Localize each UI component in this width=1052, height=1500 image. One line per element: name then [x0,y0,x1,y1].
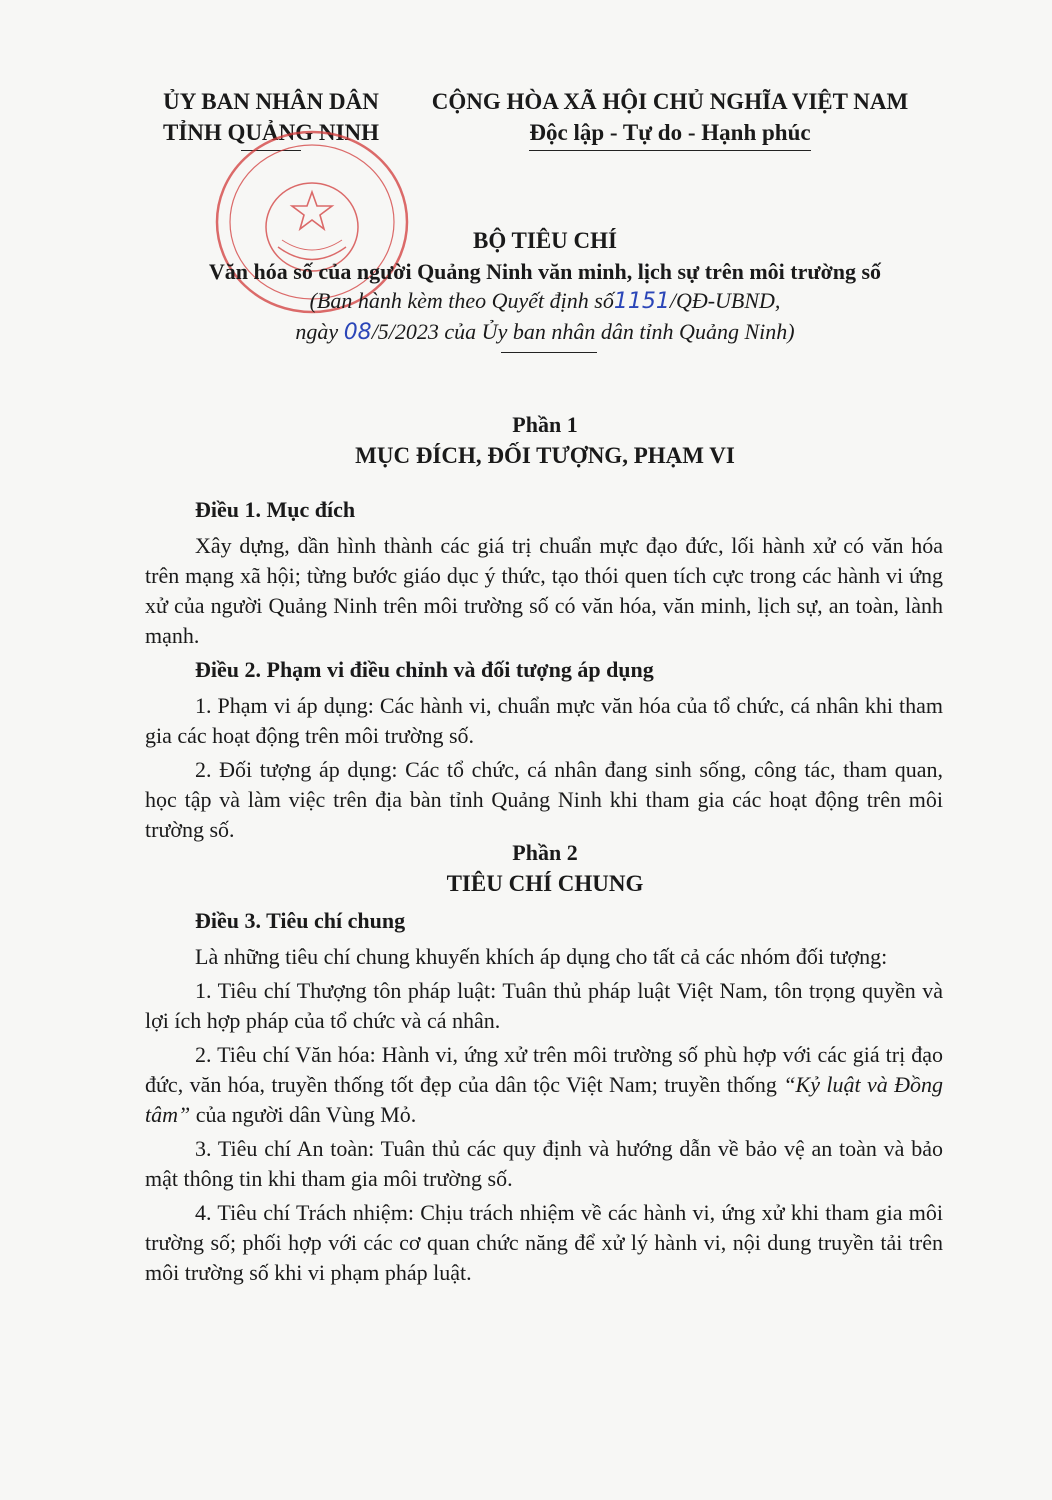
doc-subtitle: Văn hóa số của người Quảng Ninh văn minh, lịch sự trên môi trường số [208,259,882,284]
national-header [410,86,930,151]
criterion-safety: 3. Tiêu chí An toàn: Tuân thủ các quy định và hướng dẫn về bảo vệ an toàn và bảo mật thông tin khi tham gia môi trường số. [145,1136,943,1191]
article3-title: Điều 3. Tiêu chí chung [195,908,406,933]
motto: Độc lập - Tự do - Hạnh phúc [529,117,810,151]
article1-title: Điều 1. Mục đích [195,497,356,522]
part1-title: MỤC ĐÍCH, ĐỐI TƯỢNG, PHẠM VI [355,443,735,468]
criterion-culture: 2. Tiêu chí Văn hóa: Hành vi, ứng xử trên môi trường số phù hợp với các giá trị đạo đức, văn hóa, truyền thống tốt đẹp của dân tộc Việt Nam; truyền thống “Kỷ luật và Đồng tâm” của người dân Vùng Mỏ. [145,1042,943,1127]
criterion-culture-quote: “Kỷ luật và Đồng tâm” [145,1072,943,1127]
article1-text: Xây dựng, dần hình thành các giá trị chuẩn mực đạo đức, lối hành xử có văn hóa trên mạng xã hội; từng bước giáo dục ý thức, tạo thói quen tích cực trong các hành vi ứng xử của người Quảng Ninh trên môi trường số có văn hóa, văn minh, lịch sự, an toàn, lành mạnh. [145,533,943,648]
org-line2: TỈNH QUẢNG NINH [163,120,379,145]
article2-title: Điều 2. Phạm vi điều chỉnh và đối tượng áp dụng [195,657,654,682]
country-name: CỘNG HÒA XÃ HỘI CHỦ NGHĨA VIỆT NAM [431,89,909,114]
criterion-responsibility: 4. Tiêu chí Trách nhiệm: Chịu trách nhiệm về các hành vi, ứng xử khi tham gia môi trường số; phối hợp với các cơ quan chức năng để xử lý hành vi, nội dung truyền tải trên môi trường số khi vi phạm pháp luật. [145,1200,943,1285]
issuance-note-line2: ngày 08/5/2023 của Ủy ban nhân dân tỉnh Quảng Ninh) [295,319,795,345]
part2-body [145,906,943,1292]
issuance-note-line1: (Ban hành kèm theo Quyết định số1151/QĐ-UBND, [309,288,781,314]
title-underline [501,352,597,353]
part1-heading [130,410,960,472]
doc-title: BỘ TIÊU CHÍ [472,228,617,253]
document-title-block [130,226,960,353]
handwritten-day: 08 [343,320,372,345]
part1-label: Phần 1 [512,412,578,437]
handwritten-decision-number: 1151 [613,289,670,314]
seal-star-icon [292,192,332,229]
part2-title: TIÊU CHÍ CHUNG [446,871,644,896]
article2-subjects: 2. Đối tượng áp dụng: Các tổ chức, cá nhân đang sinh sống, công tác, tham quan, học tập và làm việc trên địa bàn tỉnh Quảng Ninh khi tham gia các hoạt động trên môi trường số. [145,757,943,842]
criterion-law: 1. Tiêu chí Thượng tôn pháp luật: Tuân thủ pháp luật Việt Nam, tôn trọng quyền và lợi ích hợp pháp của tổ chức và cá nhân. [145,978,943,1033]
org-line1: ỦY BAN NHÂN DÂN [163,89,379,114]
article2-scope: 1. Phạm vi áp dụng: Các hành vi, chuẩn mực văn hóa của tổ chức, cá nhân khi tham gia các hoạt động trên môi trường số. [145,693,943,748]
article3-intro: Là những tiêu chí chung khuyến khích áp dụng cho tất cả các nhóm đối tượng: [195,944,888,969]
part2-heading [130,838,960,900]
part1-body [145,495,943,849]
part2-label: Phần 2 [512,840,578,865]
